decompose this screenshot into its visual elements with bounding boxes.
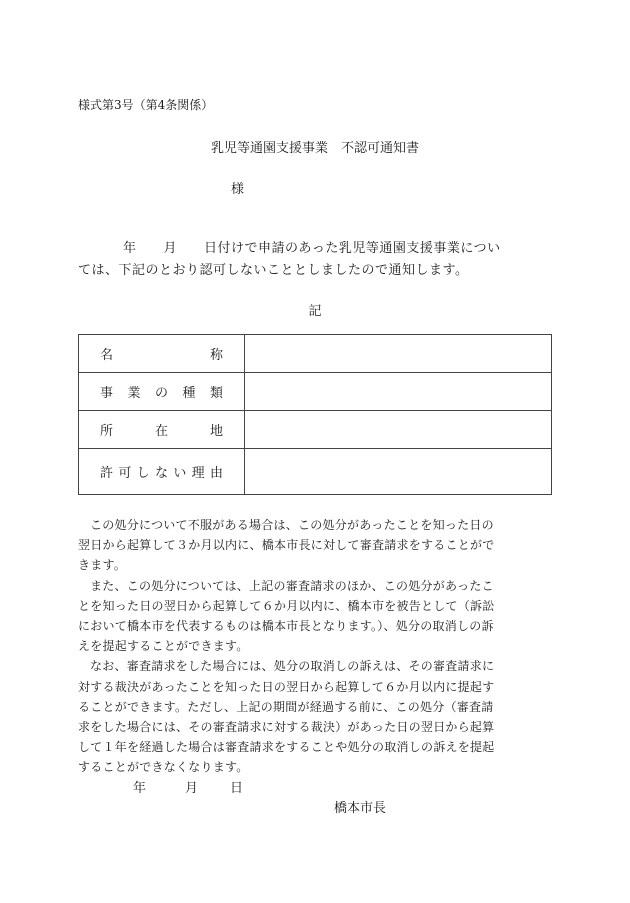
label-char: 業 <box>127 386 141 401</box>
label-char: 由 <box>209 466 223 481</box>
label-char: 所 <box>100 424 114 439</box>
intro-line-1: 年 月 日付けで申請のあった乳児等通園支援事業につい <box>123 241 501 256</box>
ki-heading: 記 <box>308 304 322 319</box>
document-title: 乳児等通園支援事業 不認可通知書 <box>210 141 419 156</box>
label-char: 許 <box>100 466 114 481</box>
label-char: な <box>154 466 168 481</box>
value-location <box>245 411 552 449</box>
notice-line: 対する裁決があったことを知った日の翌日から起算して６か月以内に提起す <box>78 679 495 694</box>
label-char: 類 <box>209 386 223 401</box>
label-char: 在 <box>154 424 168 439</box>
label-business-type <box>79 373 245 411</box>
label-name <box>79 335 245 373</box>
notice-line: 求をした場合には、その審査請求に対する裁決）があった日の翌日から起算 <box>78 720 495 735</box>
value-reason <box>245 449 552 495</box>
label-char: い <box>173 466 187 481</box>
intro-line-2: ては、下記のとおり認可しないこととしましたので通知します。 <box>78 263 469 278</box>
date-month: 月 <box>185 781 199 796</box>
notice-line: とを知った日の翌日から起算して６か月以内に、橋本市を被告として（訴訟 <box>78 598 495 613</box>
addressee-suffix: 様 <box>231 182 245 197</box>
label-char: 地 <box>209 424 223 439</box>
label-char: 可 <box>118 466 132 481</box>
value-name <box>245 335 552 373</box>
notice-line: ることができます。ただし、上記の期間が経過する前に、この処分（審査請 <box>78 699 494 714</box>
notice-line: この処分について不服がある場合は、この処分があったことを知った日の <box>90 518 494 532</box>
date-year: 年 <box>133 781 147 796</box>
table-row-name <box>79 335 552 373</box>
notice-line: なお、審査請求をした場合には、処分の取消しの訴えは、その審査請求に <box>90 659 495 674</box>
appeal-notice <box>78 515 556 778</box>
label-location <box>79 411 245 449</box>
label-char: 名 <box>100 348 114 363</box>
info-table <box>78 334 552 495</box>
notice-line: えを提起することができます。 <box>78 639 249 654</box>
issuer-name: 橋本市長 <box>334 801 387 816</box>
label-char: の <box>154 386 168 401</box>
table-row-location <box>79 411 552 449</box>
table-row-business-type <box>79 373 552 411</box>
notice-line: して１年を経過した場合は審査請求をすることや処分の取消しの訴えを提起 <box>78 740 495 755</box>
date-day: 日 <box>230 781 244 796</box>
value-business-type <box>245 373 552 411</box>
label-char: 事 <box>100 386 114 401</box>
table-row-reason <box>79 449 552 495</box>
label-char: し <box>136 466 150 481</box>
notice-line: きます。 <box>78 558 127 573</box>
notice-line: また、この処分については、上記の審査請求のほか、この処分があったこ <box>90 578 494 593</box>
notice-line: することができなくなります。 <box>78 760 249 775</box>
notice-line: 翌日から起算して３か月以内に、橋本市長に対して審査請求をすることがで <box>78 538 495 553</box>
label-char: 理 <box>191 466 205 481</box>
label-char: 称 <box>209 348 223 363</box>
date-line <box>133 777 243 796</box>
form-number: 様式第3号（第4条関係） <box>78 98 214 112</box>
label-char: 種 <box>182 386 196 401</box>
label-reason <box>79 449 245 495</box>
notice-line: において橋本市を代表するものは橋本市長となります。）、処分の取消しの訴 <box>78 619 494 634</box>
